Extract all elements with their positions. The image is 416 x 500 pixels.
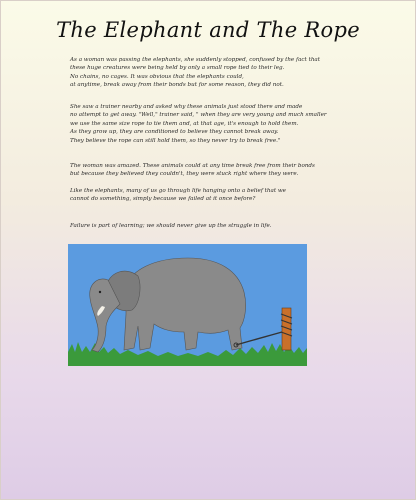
paragraph-3	[70, 162, 360, 179]
text-line: cannot do something, simply because we failed at it once before?	[70, 196, 256, 203]
paragraph-1	[70, 56, 360, 90]
text-line: but because they believed they couldn't, they were stuck right where they were.	[70, 171, 299, 178]
text-line: No chains, no cages. It was obvious that the elephants could,	[70, 73, 244, 80]
page-title: The Elephant and The Rope	[56, 18, 360, 42]
text-line: She saw a trainer nearby and asked why these animals just stood there and made	[70, 104, 303, 110]
paragraph-5	[70, 222, 360, 230]
text-line: at anytime, break away from their bonds but for some reason, they did not.	[70, 82, 284, 89]
paragraph-2	[70, 103, 360, 145]
text-line: Like the elephants, many of us go through life hanging onto a belief that we	[70, 188, 286, 194]
text-line: no attempt to get away. "Well," trainer said, " when they are very young and much smaller	[70, 112, 327, 119]
text-line: As a woman was passing the elephants, she suddenly stopped, confused by the fact that	[70, 57, 321, 63]
paragraph-4	[70, 187, 360, 204]
text-line: As they grow up, they are conditioned to believe they cannot break away.	[70, 129, 279, 136]
text-line: we use the same size rope to tie them and, at that age, it's enough to hold them.	[70, 120, 299, 127]
text-line: Failure is part of learning; we should never give up the struggle in life.	[70, 223, 272, 229]
elephant-eye	[99, 291, 101, 293]
text-line: The woman was amazed. These animals could at any time break free from their bonds	[70, 163, 315, 169]
text-line: these huge creatures were being held by only a small rope tied to their leg.	[70, 65, 285, 72]
elephant-illustration	[68, 244, 307, 366]
text-line: They believe the rope can still hold them, so they never try to break free."	[70, 137, 281, 144]
